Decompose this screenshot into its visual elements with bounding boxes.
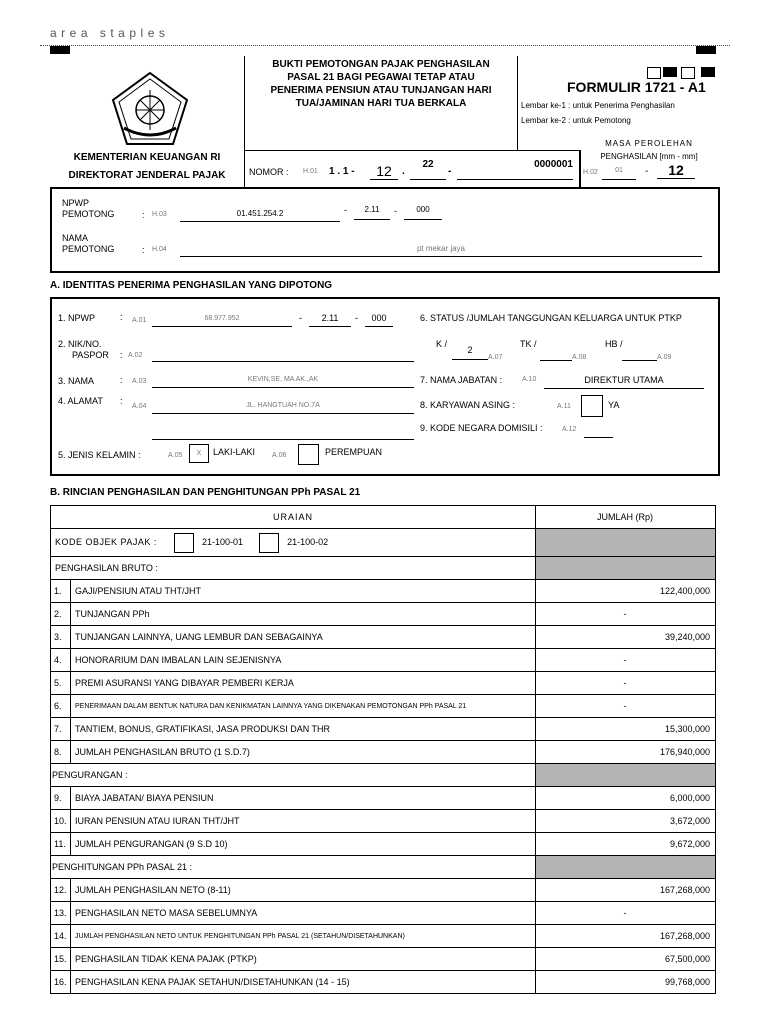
row-amount[interactable]: 3,672,000: [536, 810, 716, 833]
ministry-line-2: DIREKTORAT JENDERAL PAJAK: [68, 170, 226, 181]
a-hb-code: A.09: [657, 354, 672, 361]
a-nama-code: A.03: [132, 378, 147, 385]
a-npwp-2[interactable]: 2.11: [309, 313, 351, 327]
row-label: IURAN PENSIUN ATAU IURAN THT/JHT: [71, 810, 536, 833]
a-alamat-label: 4. ALAMAT: [58, 396, 103, 406]
a-tk-label: TK /: [520, 339, 537, 349]
area-staples-label: area staples: [50, 26, 170, 40]
row-amount[interactable]: -: [536, 672, 716, 695]
nama-pemotong-value[interactable]: pt mekar jaya: [180, 244, 702, 257]
row-label: BIAYA JABATAN/ BIAYA PENSIUN: [71, 787, 536, 810]
penghitungan-header-row: [51, 856, 716, 879]
form-header: KEMENTERIAN KEUANGAN RI DIREKTORAT JENDERAL PAJAK BUKTI PEMOTONGAN PAJAK PENGHASILAN PASAL 21 BAGI PEGAWAI TETAP ATAU PENERIMA PENSIUN ATAU TUNJANGAN HARI TUA/JAMINAN HARI TUA BERKALA NOMOR : H.01 1 . 1 - 12 . 22 - 0000001 FORMULIR 1721 - A1 Lembar ke-1 : untuk Penerima Penghasilan Lembar ke-2 : untuk Pemotong MASA PEROLEHAN PENGHASILAN [mm - mm] H.02 01 - 12: [50, 56, 716, 186]
table-row: [51, 925, 716, 948]
a-alamat-line-2[interactable]: [152, 427, 414, 440]
shaded-cell: [536, 529, 716, 557]
row-number: 16.: [51, 971, 71, 994]
a-k-value[interactable]: 2: [452, 345, 488, 360]
row-amount[interactable]: 67,500,000: [536, 948, 716, 971]
a-asing-label: 8. KARYAWAN ASING :: [420, 400, 516, 410]
staples-dotted-line: [40, 45, 730, 46]
a-jabatan-value[interactable]: DIREKTUR UTAMA: [544, 375, 704, 389]
row-label: JUMLAH PENGHASILAN NETO UNTUK PENGHITUNGAN PPh PASAL 21 (SETAHUN/DISETAHUNKAN): [71, 925, 536, 948]
kode-21-100-02-checkbox[interactable]: [259, 533, 279, 553]
a-npwp-1[interactable]: 68.977.952: [152, 315, 292, 327]
row-label: PENGHASILAN KENA PAJAK SETAHUN/DISETAHUNKAN (14 - 15): [71, 971, 536, 994]
nomor-sequence[interactable]: 0000001: [457, 159, 573, 180]
nomor-code: H.01: [303, 168, 318, 175]
row-amount[interactable]: 99,768,000: [536, 971, 716, 994]
table-row: [51, 787, 716, 810]
row-amount[interactable]: -: [536, 649, 716, 672]
section-a-title: A. IDENTITAS PENERIMA PENGHASILAN YANG DIPOTONG: [50, 280, 333, 291]
masa-to[interactable]: 12: [657, 162, 695, 179]
row-number: 4.: [51, 649, 71, 672]
section-b-title: B. RINCIAN PENGHASILAN DAN PENGHITUNGAN PPh PASAL 21: [50, 487, 361, 498]
title-line: PENERIMA PENSIUN ATAU TUNJANGAN HARI: [270, 85, 492, 96]
a-k-code: A.07: [488, 354, 503, 361]
row-amount[interactable]: 167,268,000: [536, 879, 716, 902]
nama-pemotong-label: NAMA PEMOTONG: [62, 233, 115, 254]
row-number: 9.: [51, 787, 71, 810]
row-label: PENGHASILAN NETO MASA SEBELUMNYA: [71, 902, 536, 925]
a-jabatan-label: 7. NAMA JABATAN :: [420, 375, 503, 385]
row-label: TUNJANGAN LAINNYA, UANG LEMBUR DAN SEBAGAINYA: [71, 626, 536, 649]
row-number: 5.: [51, 672, 71, 695]
shaded-cell: [536, 764, 716, 787]
a-jk-perempuan-checkbox[interactable]: [298, 444, 319, 465]
nomor-prefix: 1 . 1 -: [329, 166, 355, 177]
table-row: [51, 971, 716, 994]
row-label: JUMLAH PENGURANGAN (9 S.D 10): [71, 833, 536, 856]
a-nik-field[interactable]: [152, 349, 414, 362]
row-label: TUNJANGAN PPh: [71, 603, 536, 626]
row-amount[interactable]: 6,000,000: [536, 787, 716, 810]
npwp-pemotong-label: NPWP PEMOTONG: [62, 198, 115, 219]
row-label: PENERIMAAN DALAM BENTUK NATURA DAN KENIKMATAN LAINNYA YANG DIKENAKAN PEMOTONGAN PPh PASAL 21: [71, 695, 536, 718]
a-nama-value[interactable]: KEVIN,SE, MA AK.,AK: [152, 376, 414, 388]
row-amount[interactable]: 15,300,000: [536, 718, 716, 741]
rincian-table: [50, 505, 716, 994]
row-number: 6.: [51, 695, 71, 718]
row-amount[interactable]: 176,940,000: [536, 741, 716, 764]
table-row: [51, 833, 716, 856]
row-number: 7.: [51, 718, 71, 741]
corner-mark-right: [696, 46, 716, 54]
row-number: 13.: [51, 902, 71, 925]
a-tk-field[interactable]: [540, 351, 572, 361]
bruto-header-row: [51, 557, 716, 580]
a-negara-label: 9. KODE NEGARA DOMISILI :: [420, 423, 543, 433]
pemotong-box: NPWP PEMOTONG : H.03 01.451.254.2 - 2.11 - 000 NAMA PEMOTONG : H.04 pt mekar jaya: [50, 187, 720, 273]
a-npwp-code: A.01: [132, 317, 147, 324]
row-amount[interactable]: -: [536, 603, 716, 626]
row-amount[interactable]: 9,672,000: [536, 833, 716, 856]
row-number: 11.: [51, 833, 71, 856]
title-line: PASAL 21 BAGI PEGAWAI TETAP ATAU: [287, 72, 475, 83]
row-label: PENGHASILAN TIDAK KENA PAJAK (PTKP): [71, 948, 536, 971]
form-title-box: [244, 56, 518, 151]
row-number: 15.: [51, 948, 71, 971]
nama-pemotong-code: H.04: [152, 246, 167, 253]
nomor-year[interactable]: 22: [410, 159, 446, 180]
pengurangan-header: PENGURANGAN :: [51, 764, 536, 787]
kode-objek-cell: [51, 529, 536, 557]
a-asing-checkbox[interactable]: [581, 395, 603, 417]
a-alamat-code: A.04: [132, 403, 147, 410]
pengurangan-header-row: [51, 764, 716, 787]
npwp-pemotong-2[interactable]: 2.11: [354, 205, 390, 220]
a-hb-label: HB /: [605, 339, 623, 349]
ministry-emblem-icon: [110, 70, 190, 148]
form-marker-filled: [663, 67, 677, 77]
penghitungan-header: PENGHITUNGAN PPh PASAL 21 :: [51, 856, 536, 879]
table-row: [51, 649, 716, 672]
section-a-box: 1. NPWP : A.01 68.977.952 - 2.11 - 000 2. NIK/NO. PASPOR : A.02 3. NAMA : A.03 KEVIN,SE, MA AK.,AK 4. ALAMAT : A.04 JL. HANGTUAH NO.7A 5. JENIS KELAMIN : A.05 X LAKI-LAKI A.06 PEREMPUAN 6. STATUS /JUMLAH TANGGUNGAN KELUARGA UNTUK PTKP K / 2 A.07 TK / A.08 HB / A.09 7. NAMA JABATAN : A.10 DIREKTUR UTAMA 8. KARYAWAN ASING : A.11 YA 9. KODE NEGARA DOMISILI : A.12: [50, 297, 720, 476]
a-jk-option-2: PEREMPUAN: [325, 447, 383, 457]
a-negara-field[interactable]: [584, 425, 613, 438]
corner-mark-left: [50, 46, 70, 54]
row-number: 1.: [51, 580, 71, 603]
table-row: [51, 879, 716, 902]
a-asing-option: YA: [608, 400, 620, 410]
row-number: 14.: [51, 925, 71, 948]
bruto-header: PENGHASILAN BRUTO :: [51, 557, 536, 580]
a-status-label: 6. STATUS /JUMLAH TANGGUNGAN KELUARGA UNTUK PTKP: [420, 313, 682, 323]
table-row: [51, 741, 716, 764]
row-number: 8.: [51, 741, 71, 764]
table-row: [51, 902, 716, 925]
kode-option-2: 21-100-02: [287, 536, 329, 547]
table-row: [51, 626, 716, 649]
table-row: [51, 580, 716, 603]
a-tk-code: A.08: [572, 354, 587, 361]
kode-option-1: 21-100-01: [202, 536, 244, 547]
row-label: TANTIEM, BONUS, GRATIFIKASI, JASA PRODUKSI DAN THR: [71, 718, 536, 741]
a-nik-code: A.02: [128, 352, 143, 359]
a-asing-code: A.11: [557, 403, 571, 410]
a-jk-code-1: A.05: [168, 452, 183, 459]
masa-code: H.02: [583, 169, 598, 176]
kode-21-100-01-checkbox[interactable]: [174, 533, 194, 553]
table-row: [51, 718, 716, 741]
form-title: [245, 56, 517, 110]
row-number: 10.: [51, 810, 71, 833]
col-jumlah-header: JUMLAH (Rp): [536, 506, 716, 529]
lembar-1: Lembar ke-1 : untuk Penerima Penghasilan: [521, 101, 675, 110]
kode-objek-label: KODE OBJEK PAJAK :: [55, 536, 157, 547]
form-marker-box: [681, 67, 695, 79]
a-hb-field[interactable]: [622, 351, 657, 361]
table-row: [51, 810, 716, 833]
row-amount[interactable]: 39,240,000: [536, 626, 716, 649]
nomor-month[interactable]: 12: [370, 163, 398, 180]
row-amount[interactable]: 167,268,000: [536, 925, 716, 948]
a-nik-label: 2. NIK/NO. PASPOR: [58, 339, 109, 360]
masa-label-1: MASA PEROLEHAN: [605, 139, 693, 148]
row-label: GAJI/PENSIUN ATAU THT/JHT: [71, 580, 536, 603]
row-number: 12.: [51, 879, 71, 902]
row-label: PREMI ASURANSI YANG DIBAYAR PEMBERI KERJA: [71, 672, 536, 695]
row-amount[interactable]: -: [536, 902, 716, 925]
col-uraian-header: URAIAN: [51, 506, 536, 529]
npwp-pemotong-3[interactable]: 000: [404, 205, 442, 220]
table-row: [51, 695, 716, 718]
a-alamat-value[interactable]: JL. HANGTUAH NO.7A: [152, 402, 414, 414]
form-marker-filled: [701, 67, 715, 77]
table-row: [51, 672, 716, 695]
a-jk-option-1: LAKI-LAKI: [213, 447, 256, 457]
npwp-pemotong-1[interactable]: 01.451.254.2: [180, 209, 340, 222]
table-row: [51, 603, 716, 626]
a-npwp-3[interactable]: 000: [365, 313, 393, 327]
nomor-box: NOMOR : H.01 1 . 1 - 12 . 22 - 0000001: [244, 150, 581, 188]
shaded-cell: [536, 856, 716, 879]
form-number: FORMULIR 1721 - A1: [567, 79, 706, 95]
kode-objek-row: [51, 529, 716, 557]
a-nama-label: 3. NAMA: [58, 376, 95, 386]
row-number: 2.: [51, 603, 71, 626]
shaded-cell: [536, 557, 716, 580]
row-amount[interactable]: -: [536, 695, 716, 718]
a-k-label: K /: [436, 339, 448, 349]
table-header-row: [51, 506, 716, 529]
a-jabatan-code: A.10: [522, 376, 537, 383]
a-jk-code-2: A.06: [272, 452, 287, 459]
row-number: 3.: [51, 626, 71, 649]
a-npwp-label: 1. NPWP: [58, 313, 96, 323]
row-label: JUMLAH PENGHASILAN NETO (8-11): [71, 879, 536, 902]
form-marker-box: [647, 67, 661, 79]
masa-label-2: PENGHASILAN [mm - mm]: [600, 152, 698, 161]
row-amount[interactable]: 122,400,000: [536, 580, 716, 603]
title-line: BUKTI PEMOTONGAN PAJAK PENGHASILAN: [272, 59, 490, 70]
npwp-pemotong-code: H.03: [152, 211, 167, 218]
nomor-label: NOMOR :: [249, 167, 289, 177]
table-row: [51, 948, 716, 971]
a-negara-code: A.12: [562, 426, 577, 433]
masa-from[interactable]: 01: [602, 167, 636, 180]
ministry-line-1: KEMENTERIAN KEUANGAN RI: [73, 152, 221, 163]
lembar-2: Lembar ke-2 : untuk Pemotong: [521, 116, 631, 125]
a-jk-laki-checkbox[interactable]: X: [189, 444, 209, 463]
a-jk-label: 5. JENIS KELAMIN :: [58, 450, 141, 460]
row-label: JUMLAH PENGHASILAN BRUTO (1 S.D.7): [71, 741, 536, 764]
row-label: HONORARIUM DAN IMBALAN LAIN SEJENISNYA: [71, 649, 536, 672]
title-line: TUA/JAMINAN HARI TUA BERKALA: [295, 98, 467, 109]
